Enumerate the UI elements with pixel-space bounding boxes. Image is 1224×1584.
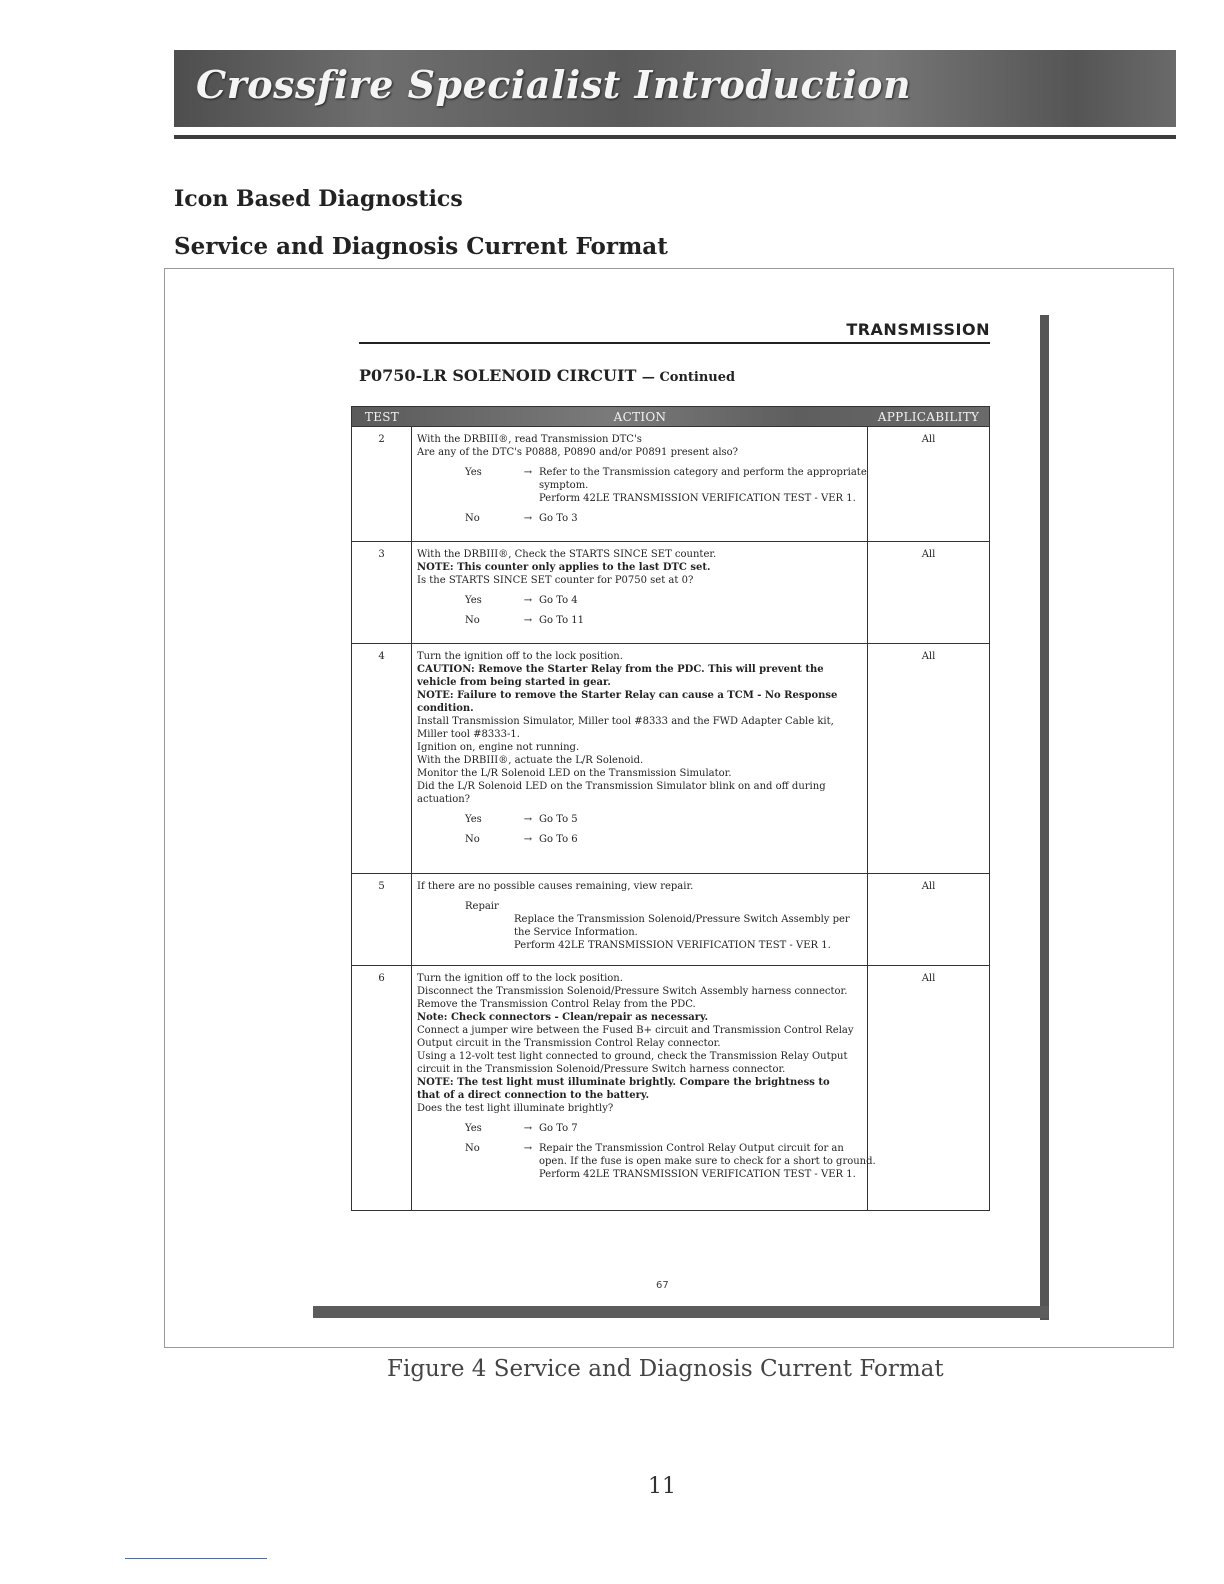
inner-page-number: 67 — [656, 1280, 669, 1291]
arrow-icon: → — [523, 814, 533, 825]
no-label: No — [465, 1143, 480, 1154]
action-line: circuit in the Transmission Solenoid/Pressure Switch harness connector. — [417, 1064, 786, 1075]
no-branch — [417, 1142, 876, 1181]
applicability: All — [921, 881, 936, 892]
action-line: Disconnect the Transmission Solenoid/Pressure Switch Assembly harness connector. — [417, 986, 848, 997]
manual-subtitle — [359, 366, 735, 385]
arrow-icon: → — [523, 1143, 533, 1154]
repair-label: Repair — [465, 901, 499, 912]
yes-label: Yes — [465, 814, 482, 825]
yes-label: Yes — [465, 467, 482, 478]
yes-branch — [417, 813, 863, 826]
repair-text: the Service Information. — [514, 927, 638, 938]
action-line: With the DRBIII®, actuate the L/R Solenoid. — [417, 755, 644, 766]
test-number: 3 — [352, 542, 412, 643]
page-number: 11 — [648, 1474, 676, 1499]
action-line: Install Transmission Simulator, Miller tool #8333 and the FWD Adapter Cable kit, — [417, 716, 834, 727]
test-number: 2 — [352, 427, 412, 541]
figure-caption: Figure 4 Service and Diagnosis Current Format — [387, 1356, 944, 1382]
no-label: No — [465, 513, 480, 524]
test-number: 6 — [352, 966, 412, 1210]
header-applicability: APPLICABILITY — [877, 409, 980, 424]
section-heading: Icon Based Diagnostics — [174, 186, 463, 212]
figure-shadow-bottom — [313, 1306, 1049, 1318]
action-line: Remove the Transmission Control Relay from the PDC. — [417, 999, 696, 1010]
subtitle-continued: — Continued — [641, 370, 736, 385]
caution-line: vehicle from being started in gear. — [417, 677, 611, 688]
caution-line: CAUTION: Remove the Starter Relay from the PDC. This will prevent the — [417, 664, 824, 675]
subtitle-text: P0750-LR SOLENOID CIRCUIT — [359, 366, 637, 385]
no-branch — [417, 833, 863, 846]
banner-title: Crossfire Specialist Introduction — [196, 62, 912, 107]
note-line: condition. — [417, 703, 474, 714]
action-line: Miller tool #8333-1. — [417, 729, 520, 740]
table-row — [352, 965, 989, 1210]
action-line: actuation? — [417, 794, 471, 805]
header-action: ACTION — [613, 409, 667, 424]
no-branch — [417, 512, 863, 525]
repair-text: Perform 42LE TRANSMISSION VERIFICATION TEST - VER 1. — [514, 940, 831, 951]
yes-text: Go To 7 — [539, 1123, 578, 1134]
action-cell — [412, 427, 868, 541]
action-line: Connect a jumper wire between the Fused B+ circuit and Transmission Control Relay — [417, 1025, 854, 1036]
yes-label: Yes — [465, 1123, 482, 1134]
table-row — [352, 643, 989, 873]
note-line: NOTE: Failure to remove the Starter Relay can cause a TCM - No Response — [417, 690, 838, 701]
table-header — [352, 407, 989, 426]
applicability: All — [921, 651, 936, 662]
action-line: Did the L/R Solenoid LED on the Transmission Simulator blink on and off during — [417, 781, 826, 792]
action-line: Output circuit in the Transmission Control Relay connector. — [417, 1038, 721, 1049]
action-cell — [412, 966, 876, 1210]
arrow-icon: → — [523, 615, 533, 626]
no-label: No — [465, 615, 480, 626]
action-line: Monitor the L/R Solenoid LED on the Transmission Simulator. — [417, 768, 732, 779]
subsection-heading: Service and Diagnosis Current Format — [174, 233, 668, 260]
no-branch — [417, 614, 863, 627]
yes-branch — [417, 1122, 863, 1135]
no-text: Perform 42LE TRANSMISSION VERIFICATION TEST - VER 1. — [539, 1169, 856, 1180]
action-cell — [412, 644, 868, 873]
no-text: Go To 11 — [539, 615, 585, 626]
note-line: that of a direct connection to the battery. — [417, 1090, 650, 1101]
action-cell — [412, 542, 868, 643]
action-line: Ignition on, engine not running. — [417, 742, 580, 753]
action-line: Are any of the DTC's P0888, P0890 and/or P0891 present also? — [417, 447, 739, 458]
no-text: Go To 6 — [539, 834, 578, 845]
note-line: NOTE: This counter only applies to the last DTC set. — [417, 562, 711, 573]
table-row — [352, 873, 989, 965]
action-line: With the DRBIII®, read Transmission DTC's — [417, 434, 642, 445]
test-number: 5 — [352, 874, 412, 965]
note-line: NOTE: The test light must illuminate brightly. Compare the brightness to — [417, 1077, 830, 1088]
footer-line — [125, 1558, 267, 1559]
no-text: Go To 3 — [539, 513, 578, 524]
no-text: open. If the fuse is open make sure to check for a short to ground. — [539, 1156, 876, 1167]
yes-text: Go To 5 — [539, 814, 578, 825]
arrow-icon: → — [523, 1123, 533, 1134]
figure-shadow-right — [1040, 315, 1049, 1320]
no-text: Repair the Transmission Control Relay Output circuit for an — [539, 1143, 844, 1154]
arrow-icon: → — [523, 467, 533, 478]
applicability: All — [921, 549, 936, 560]
yes-label: Yes — [465, 595, 482, 606]
procedure-table — [351, 406, 990, 1211]
yes-text: Go To 4 — [539, 595, 578, 606]
applicability: All — [921, 434, 936, 445]
note-line: Note: Check connectors - Clean/repair as necessary. — [417, 1012, 709, 1023]
manual-header-text: TRANSMISSION — [846, 320, 990, 339]
action-line: Turn the ignition off to the lock position. — [417, 651, 623, 662]
action-line: Does the test light illuminate brightly? — [417, 1103, 614, 1114]
action-line: If there are no possible causes remaining, view repair. — [417, 881, 694, 892]
arrow-icon: → — [523, 834, 533, 845]
yes-branch — [417, 594, 863, 607]
no-label: No — [465, 834, 480, 845]
yes-text: Perform 42LE TRANSMISSION VERIFICATION TEST - VER 1. — [539, 493, 856, 504]
arrow-icon: → — [523, 513, 533, 524]
yes-branch — [417, 466, 867, 505]
yes-text: symptom. — [539, 480, 589, 491]
action-line: Turn the ignition off to the lock position. — [417, 973, 623, 984]
action-line: Using a 12-volt test light connected to ground, check the Transmission Relay Output — [417, 1051, 848, 1062]
applicability: All — [921, 973, 936, 984]
action-cell — [412, 874, 868, 965]
header-test: TEST — [364, 409, 400, 424]
action-line: With the DRBIII®, Check the STARTS SINCE SET counter. — [417, 549, 717, 560]
yes-text: Refer to the Transmission category and perform the appropriate — [539, 467, 867, 478]
table-row — [352, 426, 989, 541]
arrow-icon: → — [523, 595, 533, 606]
repair-text: Replace the Transmission Solenoid/Pressure Switch Assembly per — [514, 914, 850, 925]
action-line: Is the STARTS SINCE SET counter for P0750 set at 0? — [417, 575, 694, 586]
banner-rule — [174, 135, 1176, 139]
table-row — [352, 541, 989, 643]
test-number: 4 — [352, 644, 412, 873]
manual-header — [359, 320, 990, 344]
